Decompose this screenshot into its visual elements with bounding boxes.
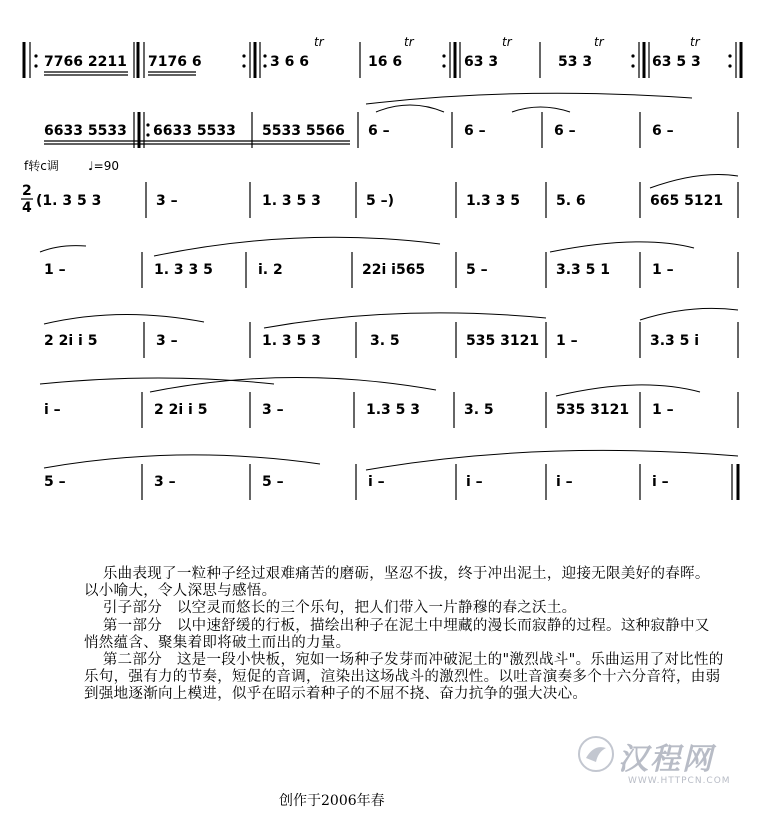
trill-mark: tr: [404, 35, 414, 49]
commentary-paragraph: 乐曲表现了一粒种子经过艰难痛苦的磨砺，坚忍不拔，终于冲出泥土，迎接无限美好的春晖。以小喻大，令人深思与感悟。: [84, 566, 710, 600]
watermark-text: 汉程网: [618, 742, 714, 777]
trill-mark: tr: [502, 35, 512, 49]
measure-r1-5: 63 3: [464, 54, 499, 70]
measure-r2-4: 6 –: [368, 123, 390, 139]
measure-r6-1: i –: [44, 402, 61, 418]
measure-r4-7: 1 –: [652, 262, 674, 278]
score-row-4: [40, 237, 738, 288]
key-tempo-marking: [24, 158, 119, 173]
measure-r3-4: 5 –): [366, 193, 395, 209]
measure-r1-4: 16 6: [368, 54, 403, 70]
measure-r5-7: 3.3 5 i: [650, 333, 700, 349]
watermark: [570, 728, 750, 798]
measure-r7-7: i –: [652, 474, 669, 490]
measure-r1-6: 53 3: [558, 54, 593, 70]
time-sig-bottom: 4: [22, 200, 32, 216]
measure-r5-4: 3. 5: [370, 333, 400, 349]
score-row-1: [24, 35, 741, 78]
measure-r7-5: i –: [466, 474, 483, 490]
commentary-paragraph: 引子部分 以空灵而悠长的三个乐句，把人们带入一片静穆的春之沃土。: [102, 600, 577, 617]
measure-r3-7: 665 5121: [650, 193, 724, 209]
measure-r5-2: 3 –: [156, 333, 178, 349]
measure-r4-5: 5 –: [466, 262, 488, 278]
bird-logo-icon: [576, 734, 616, 774]
measure-r6-5: 3. 5: [464, 402, 494, 418]
measure-r7-3: 5 –: [262, 474, 284, 490]
measure-r5-3: 1. 3 5 3: [262, 333, 321, 349]
key-change: f转c调: [24, 159, 59, 173]
measure-r2-6: 6 –: [554, 123, 576, 139]
measure-r7-6: i –: [556, 474, 573, 490]
measure-r7-4: i –: [368, 474, 385, 490]
measure-r1-7: 63 5 3: [652, 54, 701, 70]
trill-mark: tr: [594, 35, 604, 49]
commentary-paragraph: 第二部分 这是一段小快板，宛如一场种子发芽而冲破泥土的"激烈战斗"。乐曲运用了对比性的乐句，强有力的节奏，短促的音调，渲染出这场战斗的激烈性。以吐音演奏多个十六分音符，由弱到强地逐渐向上模进，似乎在昭示着种子的不屈不挠、奋力抗争的强大决心。: [84, 652, 724, 703]
score-row-7: [44, 450, 738, 500]
measure-r4-4: 22i i565: [362, 262, 426, 278]
measure-r6-4: 1.3 5 3: [366, 402, 421, 418]
measure-r6-3: 3 –: [262, 402, 284, 418]
measure-r2-3: 5533 5566: [262, 123, 345, 139]
measure-r5-1: 2 2i i 5: [44, 333, 98, 349]
measure-r2-2: 6633 5533: [153, 123, 236, 139]
measure-r1-2: 7176 6: [148, 54, 202, 70]
composition-date: 创作于2006年春: [279, 793, 385, 809]
commentary-text: [84, 566, 724, 704]
measure-r2-7: 6 –: [652, 123, 674, 139]
trill-mark: tr: [690, 35, 700, 49]
measure-r1-3: 3 6 6: [270, 54, 309, 70]
measure-r3-3: 1. 3 5 3: [262, 193, 321, 209]
commentary-paragraph: 第一部分 以中速舒缓的行板，描绘出种子在泥土中埋藏的漫长而寂静的过程。这种寂静中又悄然蕴含、聚集着即将破土而出的力量。: [84, 617, 710, 651]
measure-r3-1: (1. 3 5 3: [36, 193, 102, 209]
time-sig-top: 2: [22, 183, 32, 199]
tempo-mark: ♩=90: [88, 159, 119, 173]
measure-r5-5: 535 3121: [466, 333, 540, 349]
score-row-5: [44, 308, 738, 358]
measure-r3-2: 3 –: [156, 193, 178, 209]
measure-r4-6: 3.3 5 1: [556, 262, 611, 278]
trill-mark: tr: [314, 35, 324, 49]
measure-r5-6: 1 –: [556, 333, 578, 349]
measure-r7-1: 5 –: [44, 474, 66, 490]
measure-r4-2: 1. 3 3 5: [154, 262, 213, 278]
measure-r6-7: 1 –: [652, 402, 674, 418]
measure-r7-2: 3 –: [154, 474, 176, 490]
measure-r6-2: 2 2i i 5: [154, 402, 208, 418]
score-row-3: [21, 175, 738, 219]
score-row-6: [40, 377, 738, 428]
measure-r2-1: 6633 5533: [44, 123, 127, 139]
measure-r3-6: 5. 6: [556, 193, 586, 209]
measure-r4-3: i. 2: [258, 262, 283, 278]
watermark-url: WWW.HTTPCN.COM: [628, 776, 731, 786]
measure-r4-1: 1 –: [44, 262, 66, 278]
measure-r2-5: 6 –: [464, 123, 486, 139]
score-row-2: [44, 93, 738, 148]
measure-r3-5: 1.3 3 5: [466, 193, 521, 209]
measure-r6-6: 535 3121: [556, 402, 630, 418]
measure-r1-1: 7766 2211: [44, 54, 127, 70]
